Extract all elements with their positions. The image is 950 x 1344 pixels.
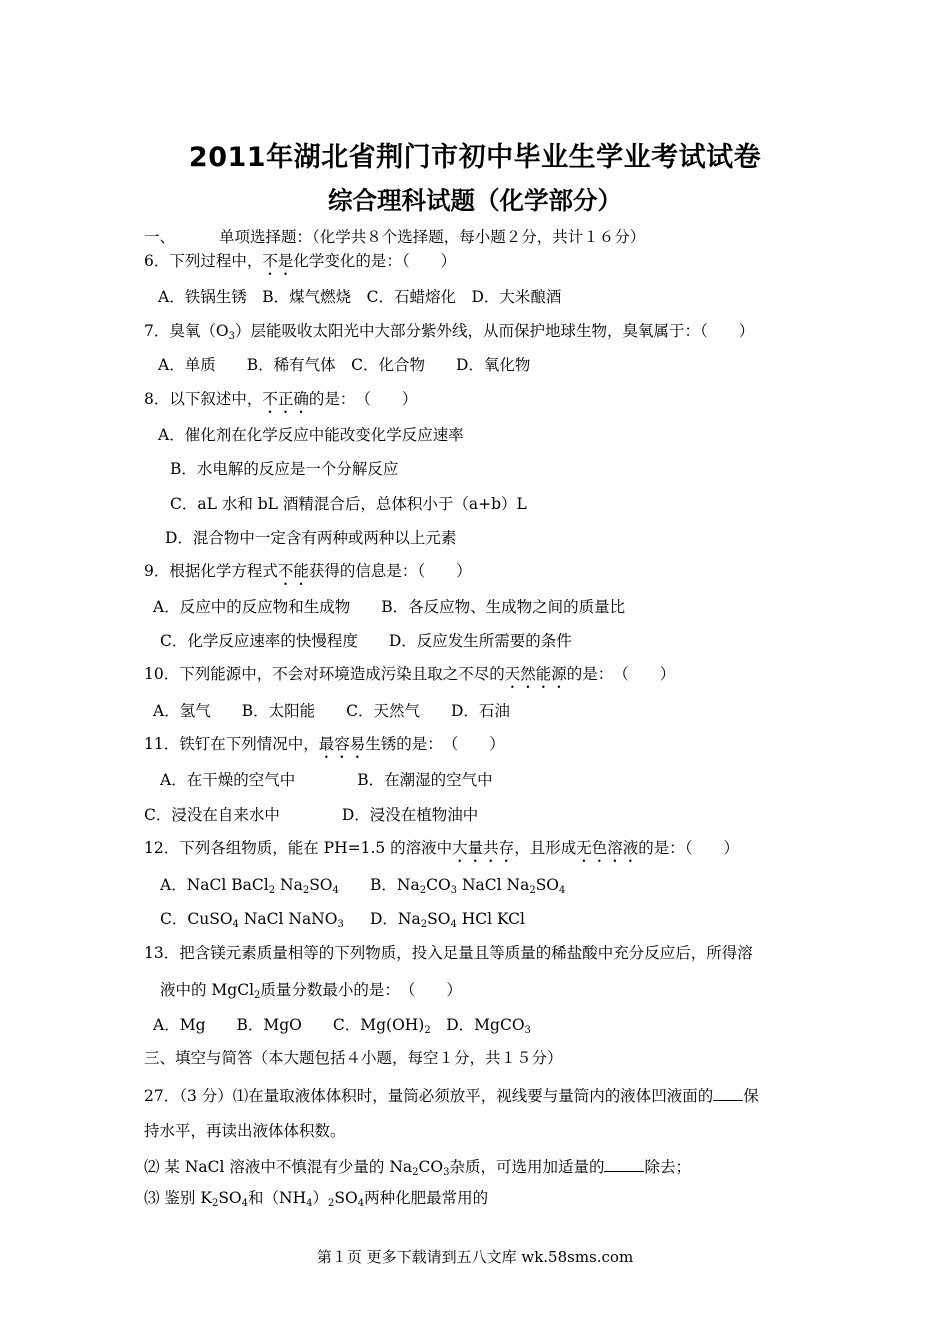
q12-b-sub3: 2 [529,885,536,896]
question-8 [144,389,417,417]
q12-a-sub3: 4 [332,885,339,896]
q12-option-d [370,909,525,929]
q13-options [153,1015,531,1035]
q9-text-end: 获得的信息是：（ ） [308,562,472,580]
section-1-heading [144,227,645,247]
q11-text: 11．铁钉在下列情况中， [144,735,319,753]
q12-a-sub2: 2 [302,885,310,896]
q12-b-part2: CO [426,876,451,894]
q10-text: 10．下列能源中，不会对环境造成污染且取之不尽的 [144,665,505,683]
q27-p3-text5: SO [334,1189,358,1207]
q9-emphasis: 不能 [277,562,309,580]
question-6 [144,251,456,279]
q6-text-end: 化学变化的是：（ ） [293,252,457,270]
q12-d-part: D．Na [370,910,421,928]
q10-options: A．氢气 B．太阳能 C．天然气 D．石油 [153,702,510,720]
q27-p3-sub1: 2 [211,1198,219,1209]
page-subtitle: 综合理科试题（化学部分） [328,186,622,215]
q8-option-a: A．催化剂在化学反应中能改变化学反应速率 [158,426,464,444]
q27-p3-sub5: 4 [357,1198,365,1209]
section-1-text: 单项选择题：（化学共８个选择题，每小题２分，共计１６分） [219,228,646,246]
section-3-heading: 三、填空与简答（本大题包括４小题，每空１分，共１５分） [144,1049,563,1067]
q27-p2-text-end: 除去； [644,1158,691,1176]
q8-option-d: D．混合物中一定含有两种或两种以上元素 [165,529,457,547]
q12-d-sub2: 4 [450,919,457,930]
q27-blank-1[interactable] [713,1084,743,1101]
q27-p3-sub2: 4 [241,1198,249,1209]
q8-text-end: 的是： （ ） [308,390,418,408]
q6-options: A．铁锅生锈 B．煤气燃烧 C．石蜡熔化 D．大米酿酒 [158,288,562,306]
q12-option-b [370,875,565,895]
q12-c-sub2: 3 [337,919,344,930]
question-27 [144,1084,759,1106]
q12-d-part3: HCl KCl [456,910,525,928]
q7-options: A．单质 B．稀有气体 C．化合物 D．氧化物 [158,356,531,374]
q27-p2-text3: 杂质，可选用加适量的 [449,1158,605,1176]
q12-a-sub: 2 [268,885,276,896]
q11-options-ab: A．在干燥的空气中 B．在潮湿的空气中 [160,771,493,789]
q13-opt-sub: 2 [424,1025,431,1036]
q12-c-sub: 4 [232,919,239,930]
q12-text-end: 的是：（ ） [638,839,739,857]
q10-text-end: 的是： （ ） [566,665,676,683]
q12-b-part4: SO [535,876,560,894]
q12-emphasis-2: 无色溶液 [576,839,639,857]
q13-opt-d: D．MgCO [430,1016,525,1034]
q12-emphasis-1: 大量共存 [452,839,515,857]
q27-p3-text: ⑶ 鉴别 K [144,1189,212,1207]
question-11 [144,734,505,762]
q7-text-end: ）层能吸收太阳光中大部分紫外线，从而保护地球生物，臭氧属于：（ ） [234,322,755,340]
q27-p3-text3: 和（NH [248,1189,307,1207]
question-7 [144,321,754,341]
q8-option-b: B．水电解的反应是一个分解反应 [170,460,399,478]
q27-p3-sub3: 4 [306,1198,313,1209]
q12-a-part2: Na [275,876,303,894]
q27-text-end: 保 [743,1087,759,1105]
q12-text: 12．下列各组物质，能在 PH=1.5 的溶液中 [144,839,453,857]
q12-b-sub4: 4 [559,885,566,896]
q12-text-mid: ，且形成 [514,839,577,857]
q9-options-cd: C．化学反应速率的快慢程度 D．反应发生所需要的条件 [160,632,572,650]
q12-a-part: A．NaCl BaCl [160,876,269,894]
page-title: 2011年湖北省荆门市初中毕业生学业考试试卷 [188,142,762,173]
q27-p3-text2: SO [218,1189,242,1207]
q9-options-ab: A．反应中的反应物和生成物 B．各反应物、生成物之间的质量比 [153,598,626,616]
q13-opt-d-sub: 3 [524,1025,531,1036]
question-9 [144,561,472,589]
q27-p2-sub1: 2 [412,1167,419,1178]
page-footer: 第１页 更多下载请到五八文库 wk.58sms.com [316,1248,634,1266]
question-13-line-1: 13．把含镁元素质量相等的下列物质，投入足量且等质量的稀盐酸中充分反应后，所得溶 [144,944,753,962]
q8-text: 8．以下叙述中， [144,390,263,408]
q27-part-2 [144,1155,691,1177]
q27-p3-text4: ） [312,1189,328,1207]
q11-emphasis: 最容易 [318,735,366,753]
q12-d-part2: SO [427,910,451,928]
q11-options-cd: C．浸没在自来水中 D．浸没在植物油中 [144,806,479,824]
q13-opt-a: A．Mg B．MgO C．Mg(OH) [153,1016,425,1034]
q13-text-end: 质量分数最小的是： （ ） [260,981,462,999]
question-27-line-2: 持水平，再读出液体体积数。 [144,1122,346,1140]
q12-b-part: B．Na [370,876,420,894]
q12-b-part3: NaCl Na [457,876,530,894]
question-12 [144,838,739,866]
q12-d-sub: 2 [420,919,428,930]
q27-p3-text-end: 两种化肥最常用的 [364,1189,489,1207]
q12-c-part2: NaCl NaNO [238,910,338,928]
q13-sub: 2 [254,990,261,1001]
q9-text: 9．根据化学方程式 [144,562,278,580]
q13-text: 液中的 MgCl [160,981,255,999]
q27-p3-sub4: 2 [328,1198,335,1209]
q12-option-a [160,875,339,895]
q8-option-c: C．aL 水和 bL 酒精混合后，总体积小于（a+b）L [170,495,527,513]
q27-text: 27．（3 分）⑴在量取液体体积时，量筒必须放平，视线要与量筒内的液体凹液面的 [144,1087,714,1105]
q12-b-sub: 2 [419,885,427,896]
q7-text: 7．臭氧（O [144,322,229,340]
q6-text: 6．下列过程中， [144,252,263,270]
q12-option-c [160,909,344,929]
q7-subscript: 3 [228,331,235,342]
q6-emphasis: 不是 [262,252,294,270]
q27-part-3 [144,1188,488,1208]
q11-text-end: 生锈的是： （ ） [365,735,505,753]
q12-c-part: C．CuSO [160,910,233,928]
q27-blank-2[interactable] [604,1155,644,1172]
q27-p2-sub2: 3 [443,1167,450,1178]
question-13-line-2 [160,980,462,1000]
section-1-number: 一、 [144,228,176,246]
q8-emphasis: 不正确 [262,390,309,408]
q12-a-part3: SO [309,876,333,894]
q12-b-sub2: 3 [450,885,458,896]
question-10 [144,664,675,692]
q10-emphasis: 天然能源 [504,665,567,683]
q27-p2-text2: CO [418,1158,444,1176]
q27-p2-text: ⑵ 某 NaCl 溶液中不慎混有少量的 Na [144,1158,413,1176]
